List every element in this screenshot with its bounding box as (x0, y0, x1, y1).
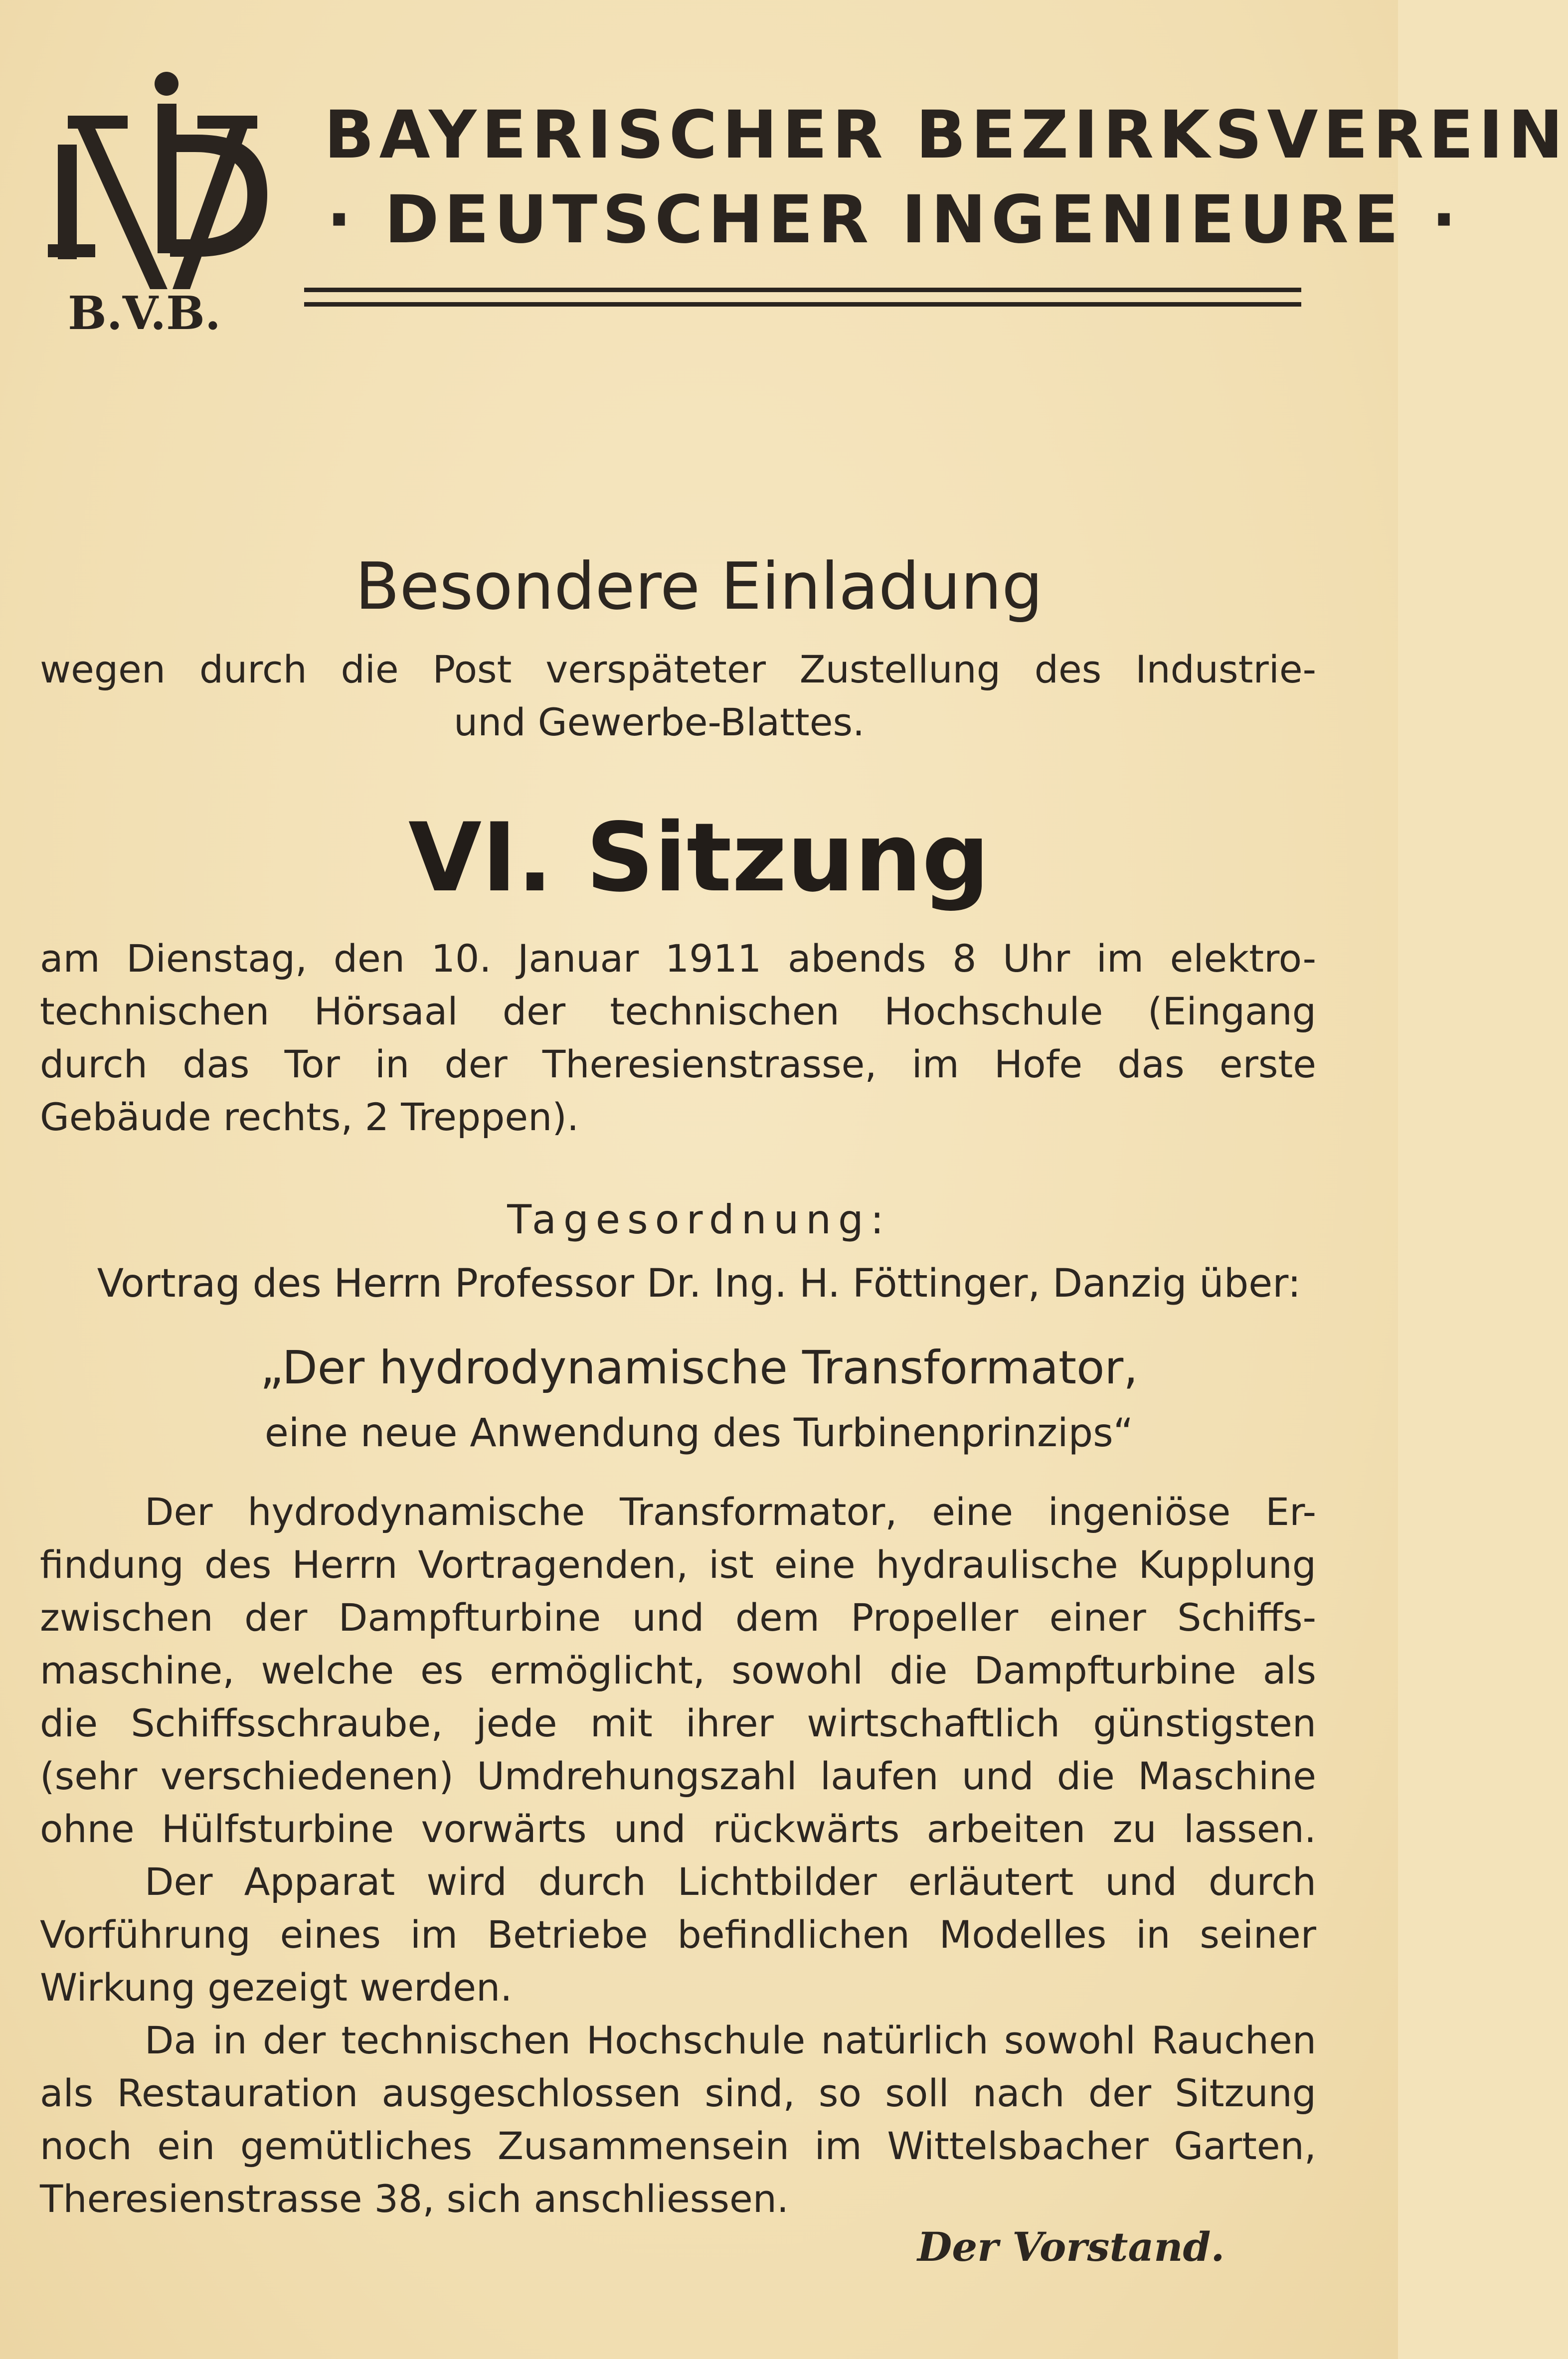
header-rule (304, 302, 1301, 307)
logo-caption: B.V.B. (68, 286, 221, 340)
vdi-logo (48, 70, 282, 349)
lecture-description (40, 1486, 1316, 2225)
header-rule (304, 288, 1301, 292)
invitation-title: Besondere Einladung (355, 548, 1043, 624)
description-line: noch ein gemütliches Zusammensein im Wittelsbacher Garten, (40, 2124, 1316, 2168)
subtitle-line: wegen durch die Post verspäteter Zustellung des Industrie- (40, 647, 1316, 691)
lecture-title: „Der hydrodynamische Transformator, (260, 1341, 1138, 1394)
meeting-details (40, 932, 1316, 1144)
description-line: Der Apparat wird durch Lichtbilder erläutert und durch (145, 1859, 1316, 1904)
meeting-line: Gebäude rechts, 2 Treppen). (40, 1095, 579, 1139)
description-line: zwischen der Dampfturbine und dem Propeller einer Schiffs- (40, 1595, 1316, 1640)
subtitle-line: und Gewerbe-Blattes. (454, 700, 865, 744)
lecturer-line: Vortrag des Herrn Professor Dr. Ing. H. Föttinger, Danzig über: (97, 1261, 1301, 1306)
description-line: die Schiffsschraube, jede mit ihrer wirtschaftlich günstigsten (40, 1701, 1316, 1745)
description-line: findung des Herrn Vortragenden, ist eine hydraulische Kupplung (40, 1542, 1316, 1587)
meeting-heading: VI. Sitzung (408, 803, 990, 913)
description-line: Vorführung eines im Betriebe befindlichen Modelles in seiner (40, 1912, 1316, 1957)
description-line: Der hydrodynamische Transformator, eine ingeniöse Er- (145, 1490, 1316, 1534)
agenda-label: Tagesordnung: (507, 1196, 891, 1243)
signature: Der Vorstand. (917, 2223, 1225, 2270)
org-name-line-2: · DEUTSCHER INGENIEURE · (327, 181, 1462, 258)
lecture-subtitle: eine neue Anwendung des Turbinenprinzips“ (264, 1411, 1134, 1456)
description-line: Theresienstrasse 38, sich anschliessen. (40, 2177, 789, 2221)
description-line: Wirkung gezeigt werden. (40, 1965, 513, 2010)
meeting-line: technischen Hörsaal der technischen Hochschule (Eingang (40, 989, 1316, 1033)
description-line: Da in der technischen Hochschule natürlich sowohl Rauchen (145, 2018, 1316, 2062)
meeting-line: am Dienstag, den 10. Januar 1911 abends 8 Uhr im elektro- (40, 936, 1316, 981)
invitation-subtitle (40, 643, 1316, 749)
org-name-line-1: BAYERISCHER BEZIRKSVEREIN (324, 97, 1568, 173)
description-line: als Restauration ausgeschlossen sind, so soll nach der Sitzung (40, 2071, 1316, 2115)
description-line: (sehr verschiedenen) Umdrehungszahl laufen und die Maschine (40, 1754, 1316, 1798)
meeting-line: durch das Tor in der Theresienstrasse, im Hofe das erste (40, 1042, 1316, 1086)
description-line: maschine, welche es ermöglicht, sowohl die Dampfturbine als (40, 1648, 1316, 1692)
description-line: ohne Hülfsturbine vorwärts und rückwärts arbeiten zu lassen. (40, 1807, 1316, 1851)
